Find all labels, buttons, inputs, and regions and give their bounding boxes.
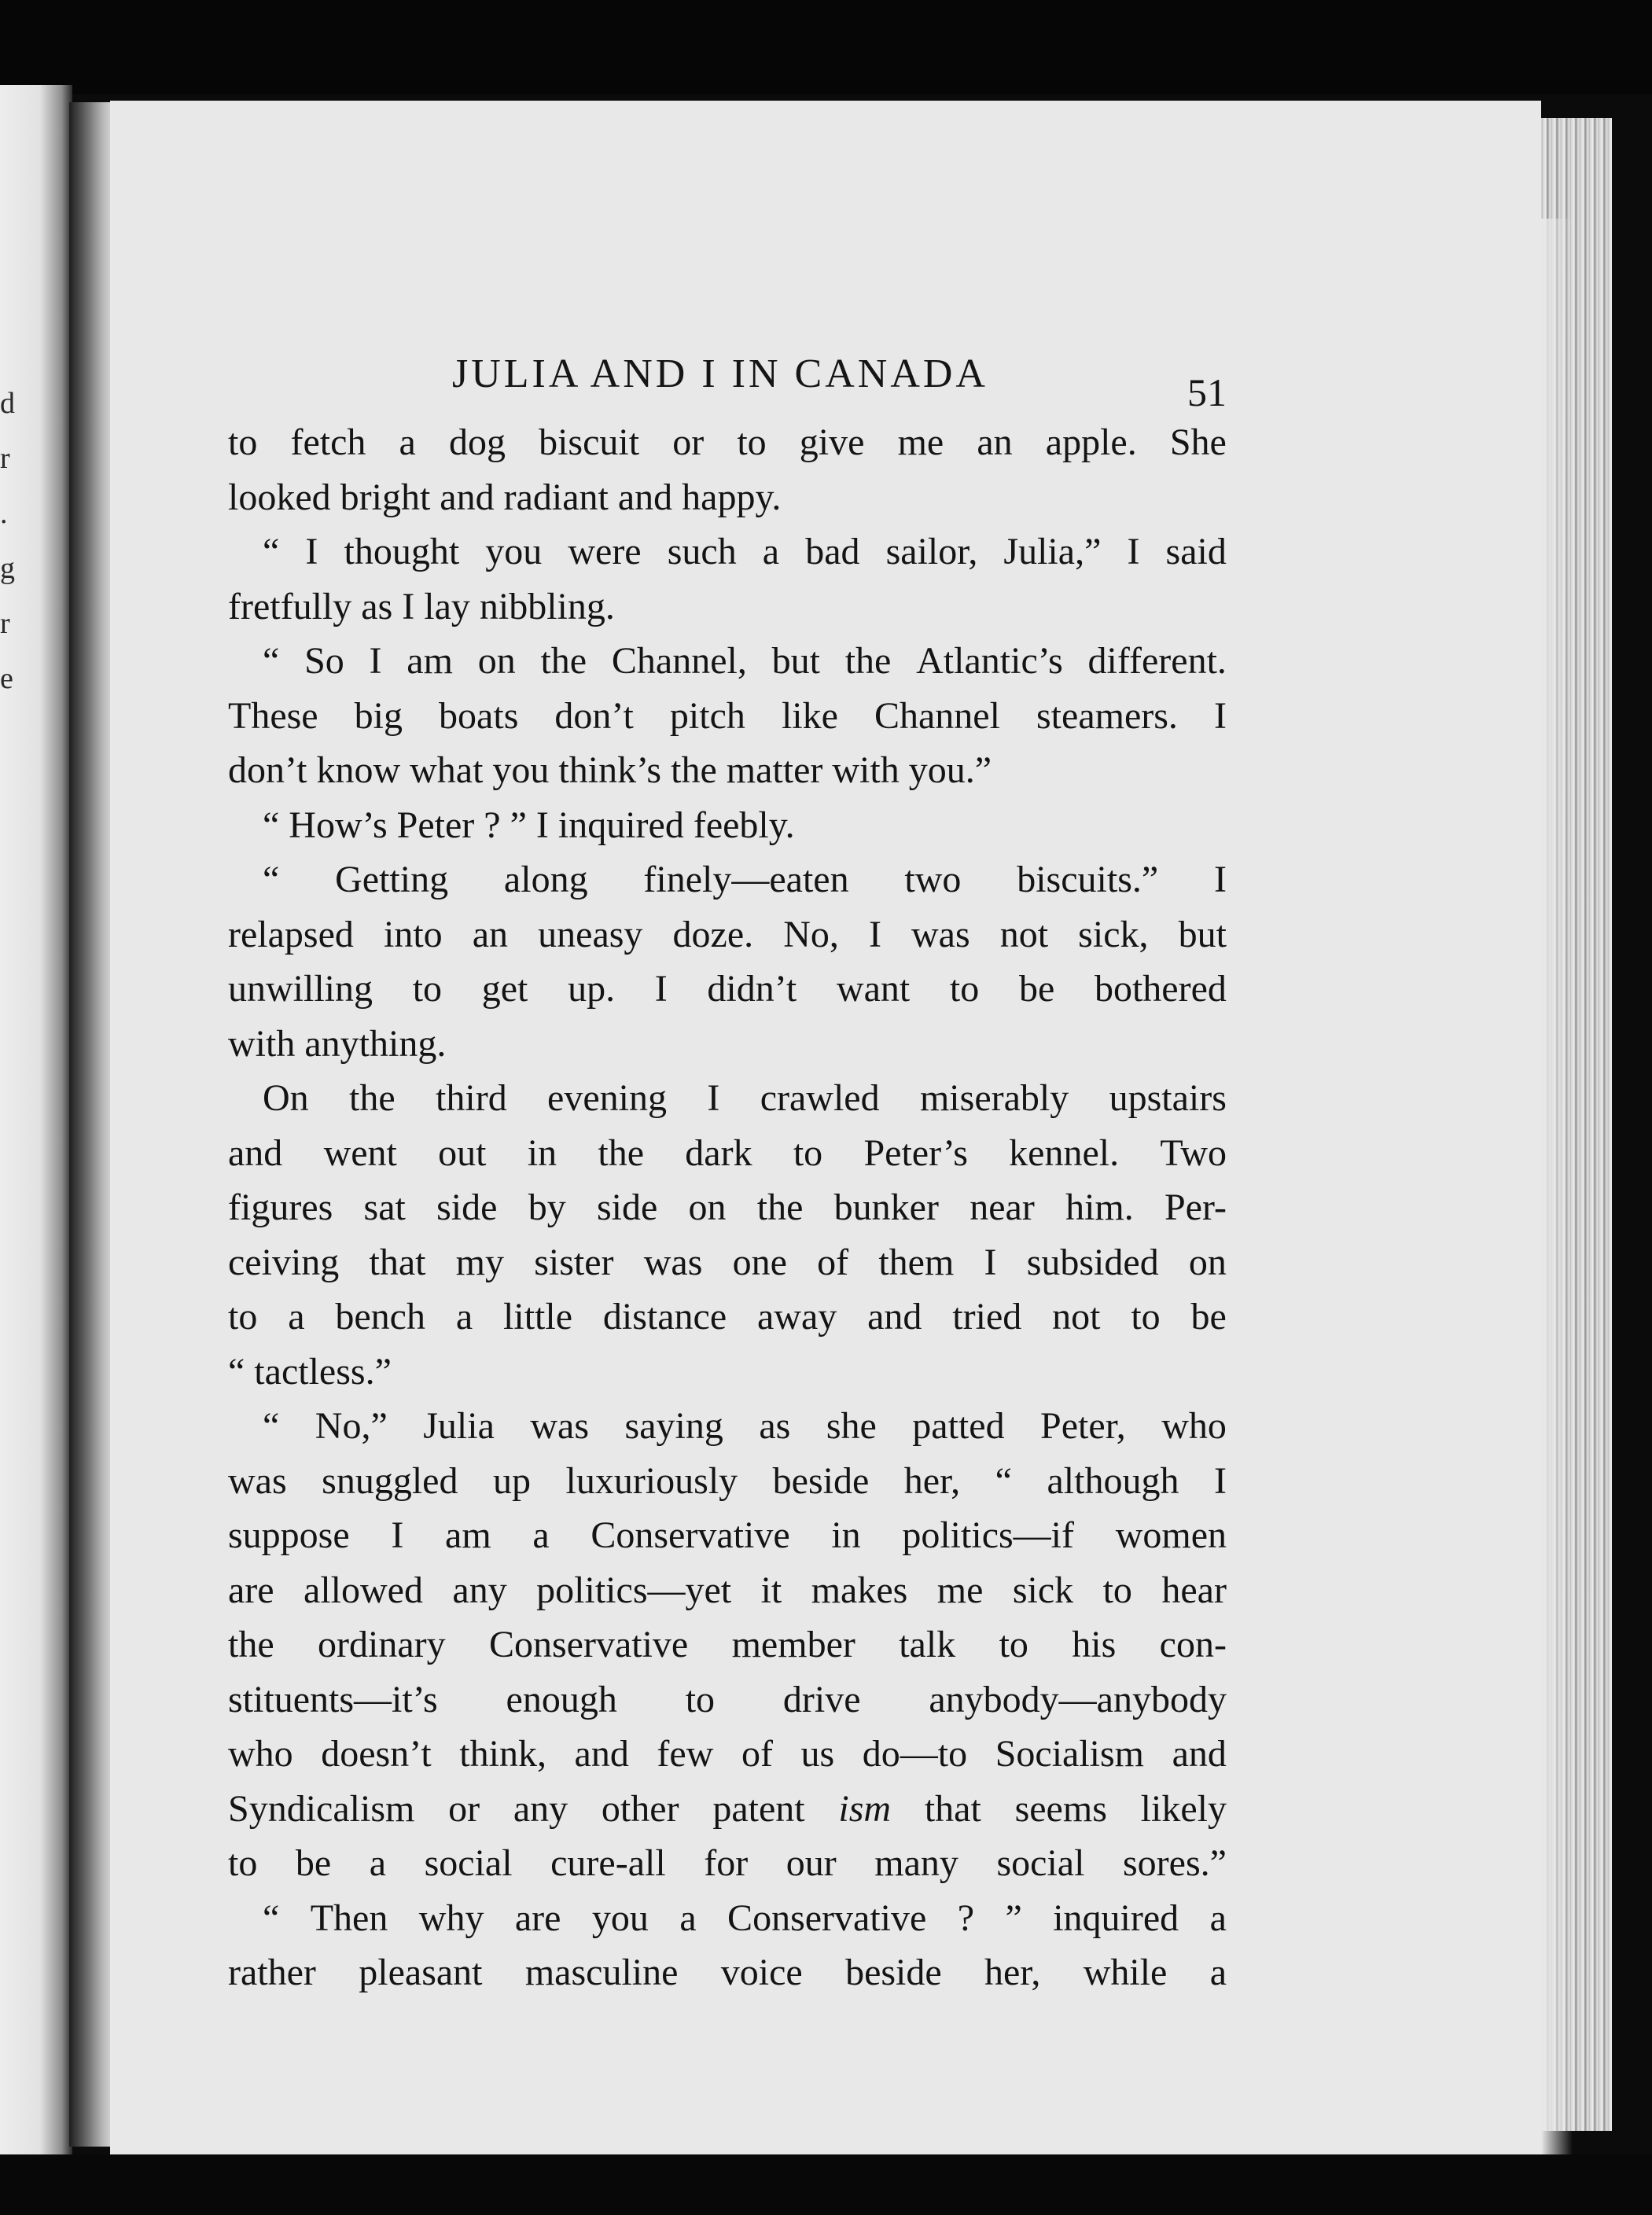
word: a [1209,1952,1227,1993]
word: evening [547,1077,667,1119]
word: was [911,913,970,955]
word: to [1102,1569,1132,1611]
word: to [793,1131,823,1174]
word: an [472,913,509,955]
word: sick, [1078,913,1149,955]
word: give [799,421,865,463]
word: was [643,1241,703,1283]
text-line [228,907,1227,962]
word: and [228,1131,283,1174]
word: his [1072,1624,1117,1665]
left-page-edge [0,85,72,2161]
text-line [228,1126,1227,1181]
word: in [527,1131,557,1174]
word: on [688,1187,727,1228]
word: little [503,1296,572,1337]
text-line [228,415,1227,470]
word: me [936,1569,984,1611]
word: doze. [672,913,754,955]
text-line-content: with anything. [228,1022,447,1065]
word: Channel [874,694,1000,737]
word: uneasy [538,913,643,955]
word: one [732,1241,787,1283]
word: finely—eaten [643,859,849,900]
word: Julia,” [1003,531,1102,572]
word: the [598,1131,645,1174]
word: sores.” [1122,1842,1227,1884]
word: I [305,531,318,572]
word: “ [263,859,280,900]
word: pitch [669,694,745,737]
word: for [704,1842,749,1884]
word: different. [1087,640,1227,682]
text-line-content: looked bright and radiant and happy. [228,476,782,518]
word: third [436,1077,507,1119]
word: bothered [1094,968,1227,1010]
word: didn’t [707,968,797,1010]
word: saying [624,1405,723,1447]
word: on [1188,1241,1227,1283]
word: but [771,640,820,682]
word: out [438,1131,487,1174]
word: I [984,1241,997,1283]
word: steamers. [1036,694,1178,737]
word: who [228,1733,293,1775]
word: not [1052,1296,1101,1337]
word: I [391,1514,404,1556]
text-line [228,1071,1227,1126]
word: drive [782,1678,861,1720]
word: few [657,1733,714,1775]
word: to [228,1842,258,1884]
word: in [831,1514,861,1556]
word: “ [263,531,280,572]
word: “ [263,1897,280,1939]
word: to [412,968,443,1010]
word: do—to [862,1733,968,1775]
word: I [369,640,382,682]
word: sister [534,1241,614,1283]
word: a [1209,1897,1227,1939]
word: any [452,1569,507,1611]
word: Per- [1164,1187,1227,1228]
text-line [228,1180,1227,1235]
text-line [228,962,1227,1017]
text-line [228,1563,1227,1618]
text-line [228,1017,1227,1072]
word: a [679,1897,697,1939]
word: voice [720,1952,803,1993]
word: to [737,421,767,463]
scan-top-border [0,0,1652,94]
text-line-content: “ tactless.” [228,1350,392,1393]
word: allowed [304,1569,423,1611]
word: pleasant [359,1952,483,1993]
word: relapsed [228,913,354,955]
word: bad [805,531,860,572]
word: or [672,421,705,463]
word: luxuriously [565,1459,738,1502]
word: sat [363,1187,406,1228]
book-page [110,101,1541,2154]
word: I [868,913,881,955]
left-page-fragment: e [0,662,13,695]
word: us [800,1733,835,1775]
word: Then [310,1897,388,1939]
word: sick [1012,1569,1074,1611]
word: along [503,859,588,900]
word: it [760,1569,782,1611]
word: kennel. [1009,1131,1120,1174]
word: who [1161,1405,1227,1447]
word: I [1127,531,1140,572]
word: me [897,421,944,463]
word: “ [995,1459,1012,1502]
word: She [1169,421,1227,463]
word: bench [335,1296,425,1337]
word: subsided [1026,1241,1159,1283]
word: Channel, [611,640,747,682]
word: doesn’t [321,1733,432,1775]
word: am [445,1514,491,1556]
text-line [228,1672,1227,1727]
word: near [969,1187,1035,1228]
word: any [513,1787,568,1830]
word: politics—if [902,1514,1074,1556]
word: makes [811,1569,908,1611]
word: and [574,1733,629,1775]
word: my [455,1241,505,1283]
word: miserably [919,1077,1069,1119]
word: politics—yet [536,1569,732,1611]
left-page-text-fragments [0,376,31,706]
word: women [1115,1514,1227,1556]
word: said [1165,531,1227,572]
word: I [1214,859,1227,900]
word: was [530,1405,590,1447]
word: the [756,1187,804,1228]
word: snuggled [322,1459,458,1502]
text-line [228,1945,1227,2000]
word: the [540,640,587,682]
word: she [826,1405,877,1447]
left-page-fragment: g [0,552,15,585]
word: be [1190,1296,1227,1337]
word: a [399,421,416,463]
word: crawled [760,1077,880,1119]
word: am [407,640,453,682]
word: con- [1159,1624,1227,1665]
word: masculine [524,1952,679,1993]
word: went [323,1131,397,1174]
word: So [304,640,344,682]
word: dog [448,421,506,463]
word: many [874,1842,958,1884]
text-line [228,470,1227,525]
word: two [904,859,962,900]
text-line [228,1345,1227,1400]
word: be [1018,968,1055,1010]
word: Peter, [1040,1405,1126,1447]
word: enough [506,1678,617,1720]
word: to [228,1296,258,1337]
text-line [228,1290,1227,1345]
word: a [288,1296,305,1337]
word: I [707,1077,720,1119]
word: away [756,1296,837,1337]
word: you [591,1897,649,1939]
word: biscuit [539,421,640,463]
word: an [977,421,1013,463]
word: patted [912,1405,1005,1447]
word: I [1213,694,1227,737]
word: a [762,531,780,572]
word: likely [1140,1787,1227,1830]
text-line [228,1782,1227,1837]
running-head: JULIA AND I IN CANADA [452,351,988,396]
text-line-content: fretfully as I lay nibbling. [228,585,615,627]
word: to [685,1678,716,1720]
word: thought [344,531,460,572]
word: Two [1160,1131,1227,1174]
text-line [228,852,1227,907]
word: side [436,1187,498,1228]
word: ? [957,1897,975,1939]
word: want [836,968,911,1010]
word: or [448,1787,480,1830]
word: I [654,968,668,1010]
word: sailor, [885,531,978,572]
text-line [228,634,1227,689]
word: him. [1065,1187,1134,1228]
text-line [228,580,1227,635]
word: These [228,694,318,737]
word: to [228,421,258,463]
word: figures [228,1187,333,1228]
word: are [228,1569,274,1611]
text-line [228,798,1227,853]
word: side [596,1187,658,1228]
word: I [1213,1459,1227,1502]
word: don’t [554,694,634,737]
word: and [1172,1733,1227,1775]
left-page-fragment: . [0,497,8,530]
word: her, [903,1459,961,1502]
word: Conservative [591,1514,790,1556]
word: beside [845,1952,942,1993]
page-edge-shadow [1541,219,1573,2215]
word: into [384,913,443,955]
text-line [228,1399,1227,1454]
text-line [228,743,1227,798]
word: as [759,1405,791,1447]
word: the [228,1624,274,1665]
word: suppose [228,1514,350,1556]
book-gutter [69,102,116,2147]
word: hear [1161,1569,1227,1611]
word: social [424,1842,513,1884]
word: while [1083,1952,1168,1993]
word: such [667,531,737,572]
text-line-content: don’t know what you think’s the matter with you.” [228,749,992,791]
word: biscuits.” [1017,859,1159,900]
word: of [741,1733,773,1775]
word: On [263,1077,309,1119]
word: to [949,968,980,1010]
word: by [528,1187,566,1228]
scan-bottom-border [0,2154,1652,2215]
text-line [228,1508,1227,1563]
word: ceiving [228,1241,340,1283]
word: social [996,1842,1085,1884]
left-page-fragment: r [0,607,10,640]
word: were [568,531,642,572]
word: up. [568,968,616,1010]
word: other [601,1787,679,1830]
word: get [481,968,528,1010]
word: to [999,1624,1028,1665]
word: to [1131,1296,1161,1337]
word: although [1047,1459,1179,1502]
word: inquired [1053,1897,1179,1939]
left-page-fragment: d [0,387,15,420]
text-line [228,1836,1227,1891]
word: No,” [315,1405,388,1447]
word: are [514,1897,561,1939]
text-line [228,1727,1227,1782]
text-line [228,689,1227,744]
word: Julia [423,1405,495,1447]
text-line [228,1617,1227,1672]
word: member [731,1624,855,1665]
word: why [418,1897,484,1939]
word: “ [263,640,280,682]
word: “ [263,1405,280,1447]
text-line [228,1454,1227,1509]
word: cure-all [550,1842,666,1884]
word: a [369,1842,387,1884]
word: you [485,531,543,572]
word: boats [439,694,519,737]
word: distance [602,1296,727,1337]
word: the [349,1077,396,1119]
word: patent [712,1787,805,1830]
word: Syndicalism [228,1787,415,1830]
word: the [844,640,892,682]
word: ordinary [318,1624,446,1665]
word: and [867,1296,922,1337]
text-line [228,524,1227,580]
word: that [369,1241,426,1283]
word: our [786,1842,837,1884]
word: stituents—it’s [228,1678,438,1720]
word: dark [685,1131,752,1174]
word: rather [228,1952,316,1993]
word: tried [952,1296,1022,1337]
word: ism [838,1787,892,1830]
text-line [228,1235,1227,1290]
word: Peter’s [863,1131,968,1174]
body-text [228,415,1227,2000]
word: big [354,694,403,737]
word: talk [899,1624,956,1665]
word: a [455,1296,473,1337]
page-number: 51 [1187,370,1227,414]
word: on [477,640,516,682]
left-page-fragment: r [0,442,10,475]
word: that [924,1787,981,1830]
word: No, [783,913,839,955]
word: seems [1014,1787,1107,1830]
word: a [532,1514,550,1556]
word: of [817,1241,849,1283]
word: Socialism [995,1733,1145,1775]
word: was [228,1459,287,1502]
word: beside [772,1459,870,1502]
word: Getting [335,859,449,900]
word: unwilling [228,968,373,1010]
word: like [781,694,838,737]
word: Conservative [727,1897,927,1939]
word: not [999,913,1049,955]
word: bunker [833,1187,939,1228]
word: fetch [290,421,366,463]
word: them [878,1241,955,1283]
text-line [228,1891,1227,1946]
word: Atlantic’s [916,640,1063,682]
word: be [295,1842,332,1884]
word: anybody—anybody [929,1678,1227,1720]
text-line-content: “ How’s Peter ? ” I inquired feebly. [263,804,795,846]
word: up [492,1459,531,1502]
word: but [1178,913,1227,955]
word: ” [1005,1897,1022,1939]
word: apple. [1045,421,1137,463]
word: think, [459,1733,546,1775]
word: upstairs [1109,1077,1227,1119]
word: Conservative [488,1624,689,1665]
word: her, [984,1952,1041,1993]
